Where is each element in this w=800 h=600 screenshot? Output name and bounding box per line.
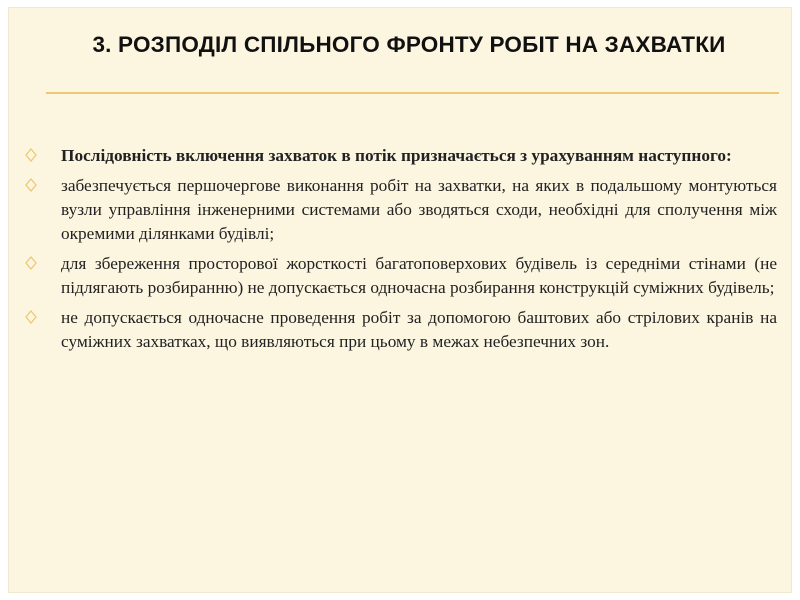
slide (8, 7, 792, 593)
diamond-outline-icon (25, 148, 37, 162)
bullet-item-rigidity (25, 252, 777, 300)
slide-title: 3. РОЗПОДІЛ СПІЛЬНОГО ФРОНТУ РОБІТ НА ЗАХВАТКИ (92, 32, 726, 57)
bullet-text: забезпечується першочергове виконання робіт на захватки, на яких в подальшому монтуються вузли управління інженерними системами або зводяться сходи, необхідні для сполучення між окремими ділянками будівлі; (61, 176, 777, 243)
bullet-text: для збереження просторової жорсткості багатоповерхових будівель із середніми стінами (не підлягають розбиранню) не допускається одночасна розбирання конструкцій суміжних будівель; (61, 254, 777, 297)
title-divider (46, 92, 779, 94)
diamond-outline-icon (25, 310, 37, 324)
bullet-list (25, 144, 777, 360)
diamond-outline-icon (25, 256, 37, 270)
bullet-item-priority (25, 174, 777, 246)
diamond-outline-icon (25, 178, 37, 192)
bullet-item-intro (25, 144, 777, 168)
bullet-text: не допускається одночасне проведення робіт за допомогою баштових або стрілових кранів на суміжних захватках, що виявляються при цьому в межах небезпечних зон. (61, 308, 777, 351)
bullet-item-cranes (25, 306, 777, 354)
bullet-text: Послідовність включення захваток в потік призначається з урахуванням наступного: (61, 146, 732, 165)
